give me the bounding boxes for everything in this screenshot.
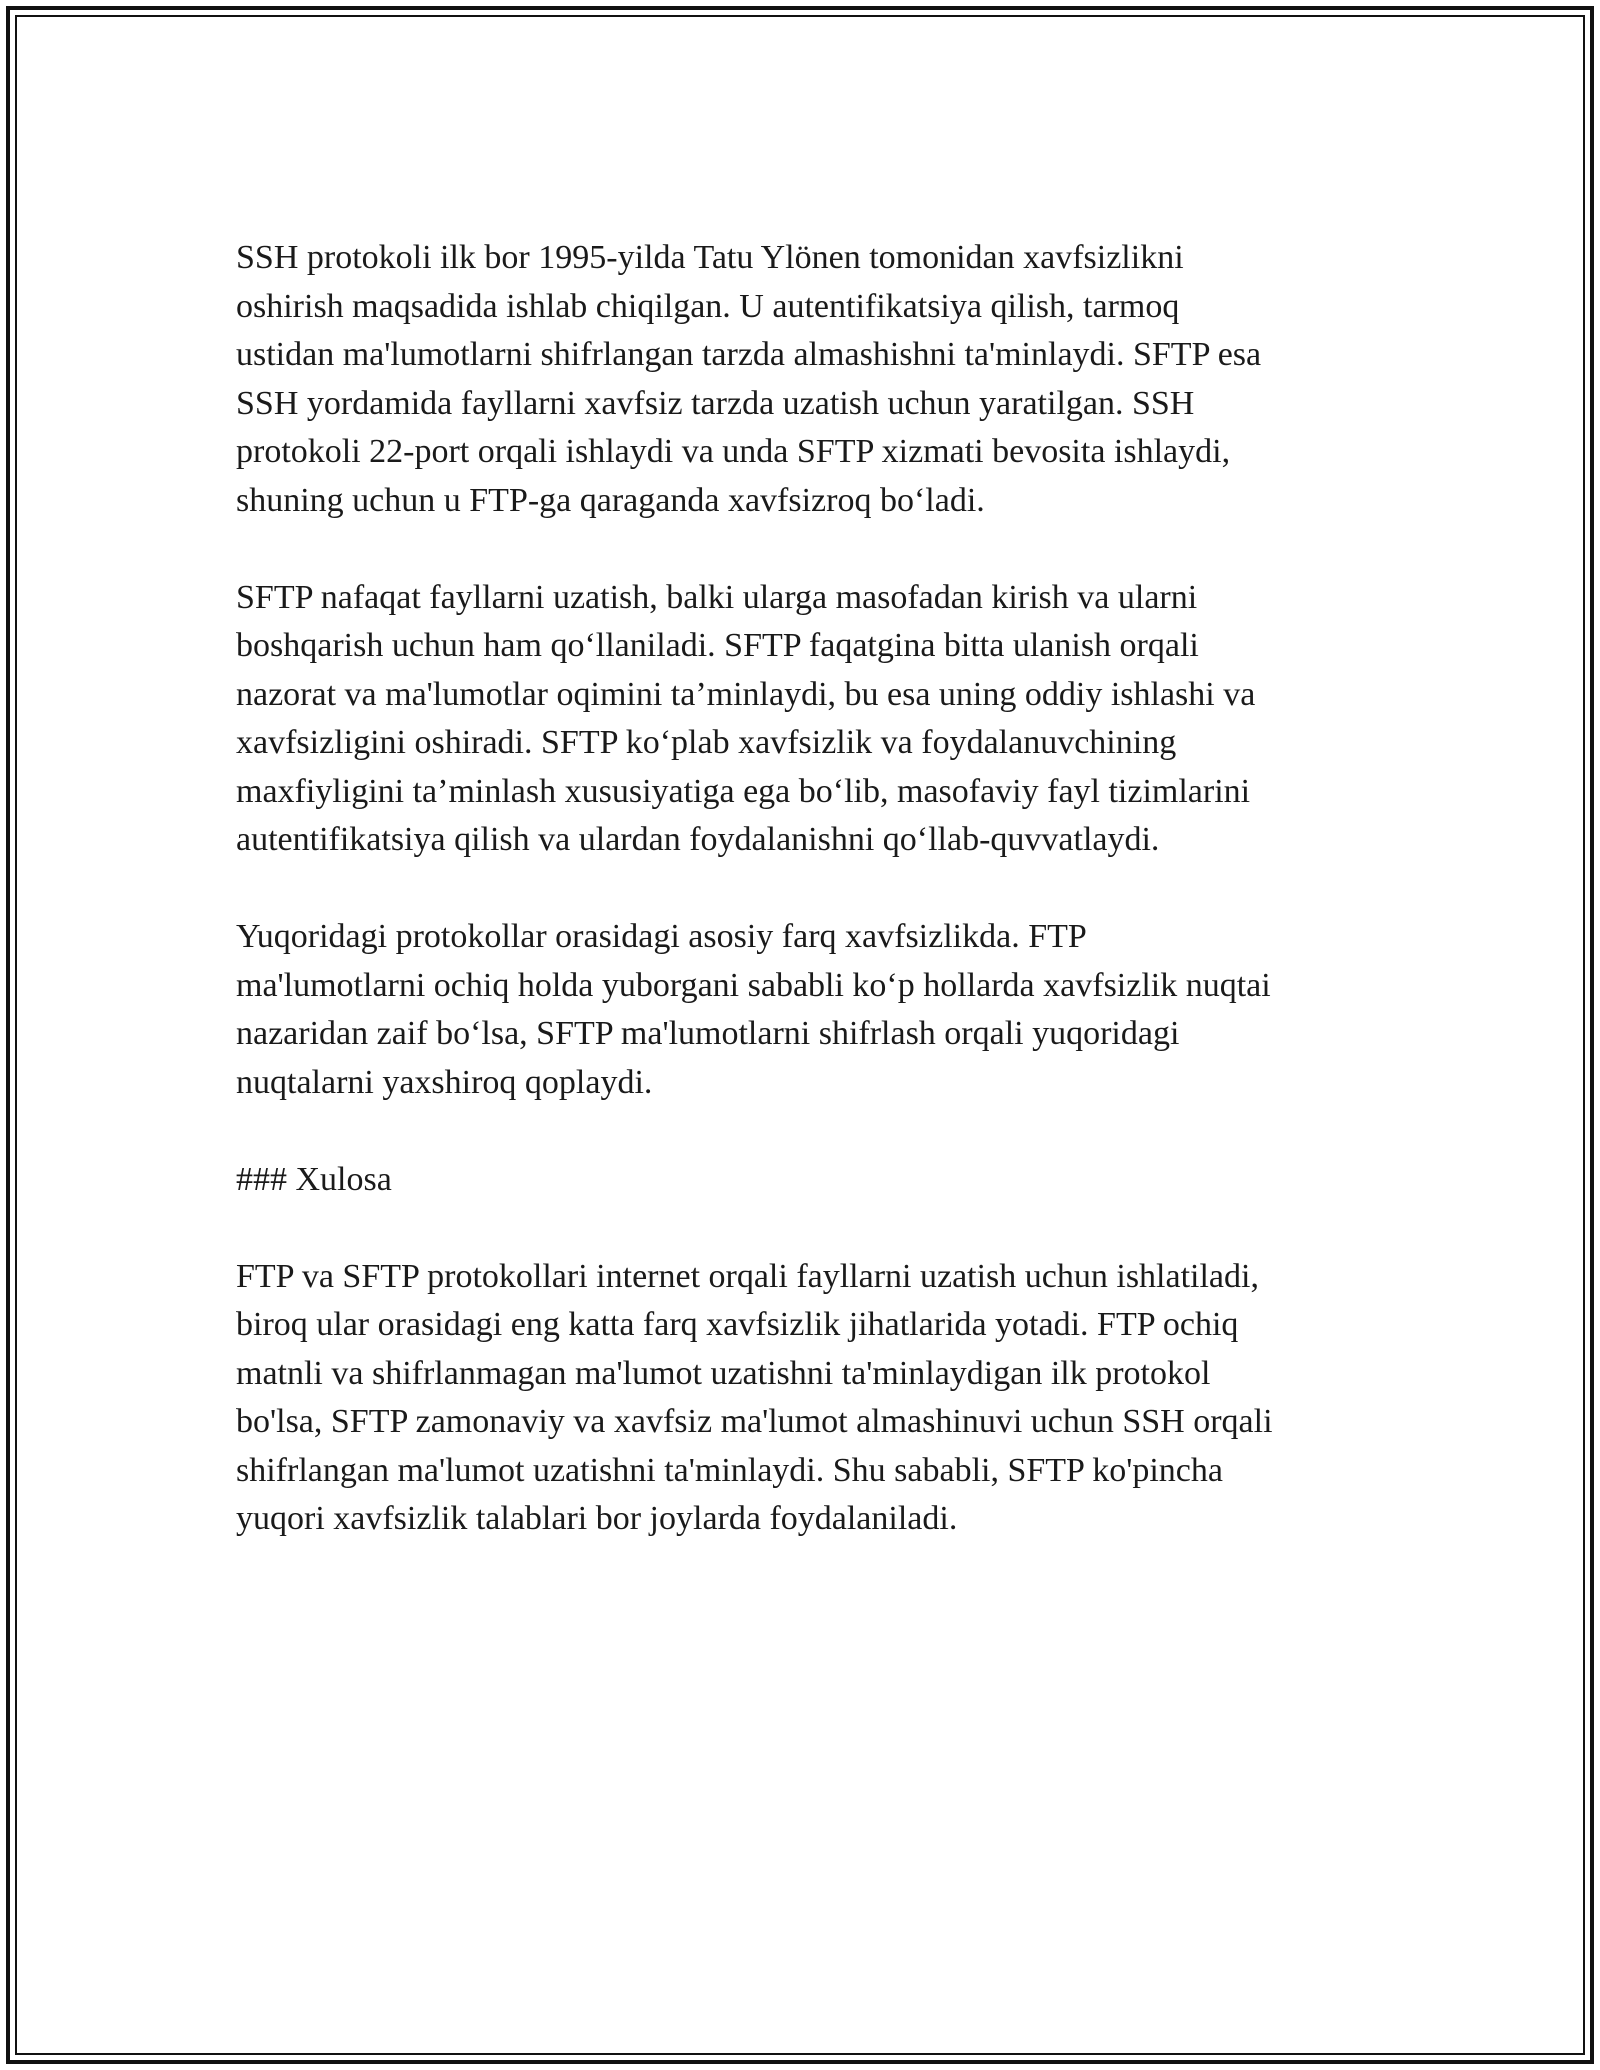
document-body	[236, 234, 1366, 1592]
paragraph-sftp-usage: SFTP nafaqat fayllarni uzatish, balki ularga masofadan kirish va ularni boshqarish uchun ham qoʻllaniladi. SFTP faqatgina bitta ulanish orqali nazorat va ma'lumotlar oqimini ta’minlaydi, bu esa uning oddiy ishlashi va xavfsizligini oshiradi. SFTP koʻplab xavfsizlik va foydalanuvchining maxfiyligini ta’minlash xususiyatiga ega boʻlib, masofaviy fayl tizimlarini autentifikatsiya qilish va ulardan foydalanishni qoʻllab-quvvatlaydi.	[236, 578, 1256, 858]
paragraph-conclusion: FTP va SFTP protokollari internet orqali fayllarni uzatish uchun ishlatiladi, biroq ular orasidagi eng katta farq xavfsizlik jihatlarida yotadi. FTP ochiq matnli va shifrlanmagan ma'lumot uzatishni ta'minlaydigan ilk protokol bo'lsa, SFTP zamonaviy va xavfsiz ma'lumot almashinuvi uchun SSH orqali shifrlangan ma'lumot uzatishni ta'minlaydi. Shu sababli, SFTP ko'pincha yuqori xavfsizlik talablari bor joylarda foydalaniladi.	[236, 1257, 1273, 1537]
paragraph-protocol-difference: Yuqoridagi protokollar orasidagi asosiy farq xavfsizlikda. FTP ma'lumotlarni ochiq holda yuborgani sababli koʻp hollarda xavfsizlik nuqtai nazaridan zaif boʻlsa, SFTP ma'lumotlarni shifrlash orqali yuqoridagi nuqtalarni yaxshiroq qoplaydi.	[236, 918, 1271, 1101]
section-heading: ### Xulosa	[236, 1160, 392, 1198]
paragraph-ssh-history: SSH protokoli ilk bor 1995-yilda Tatu Ylönen tomonidan xavfsizlikni oshirish maqsadida ishlab chiqilgan. U autentifikatsiya qilish, tarmoq ustidan ma'lumotlarni shifrlangan tarzda almashishni ta'minlaydi. SFTP esa SSH yordamida fayllarni xavfsiz tarzda uzatish uchun yaratilgan. SSH protokoli 22-port orqali ishlaydi va unda SFTP xizmati bevosita ishlaydi, shuning uchun u FTP-ga qaraganda xavfsizroq boʻladi.	[236, 239, 1262, 519]
